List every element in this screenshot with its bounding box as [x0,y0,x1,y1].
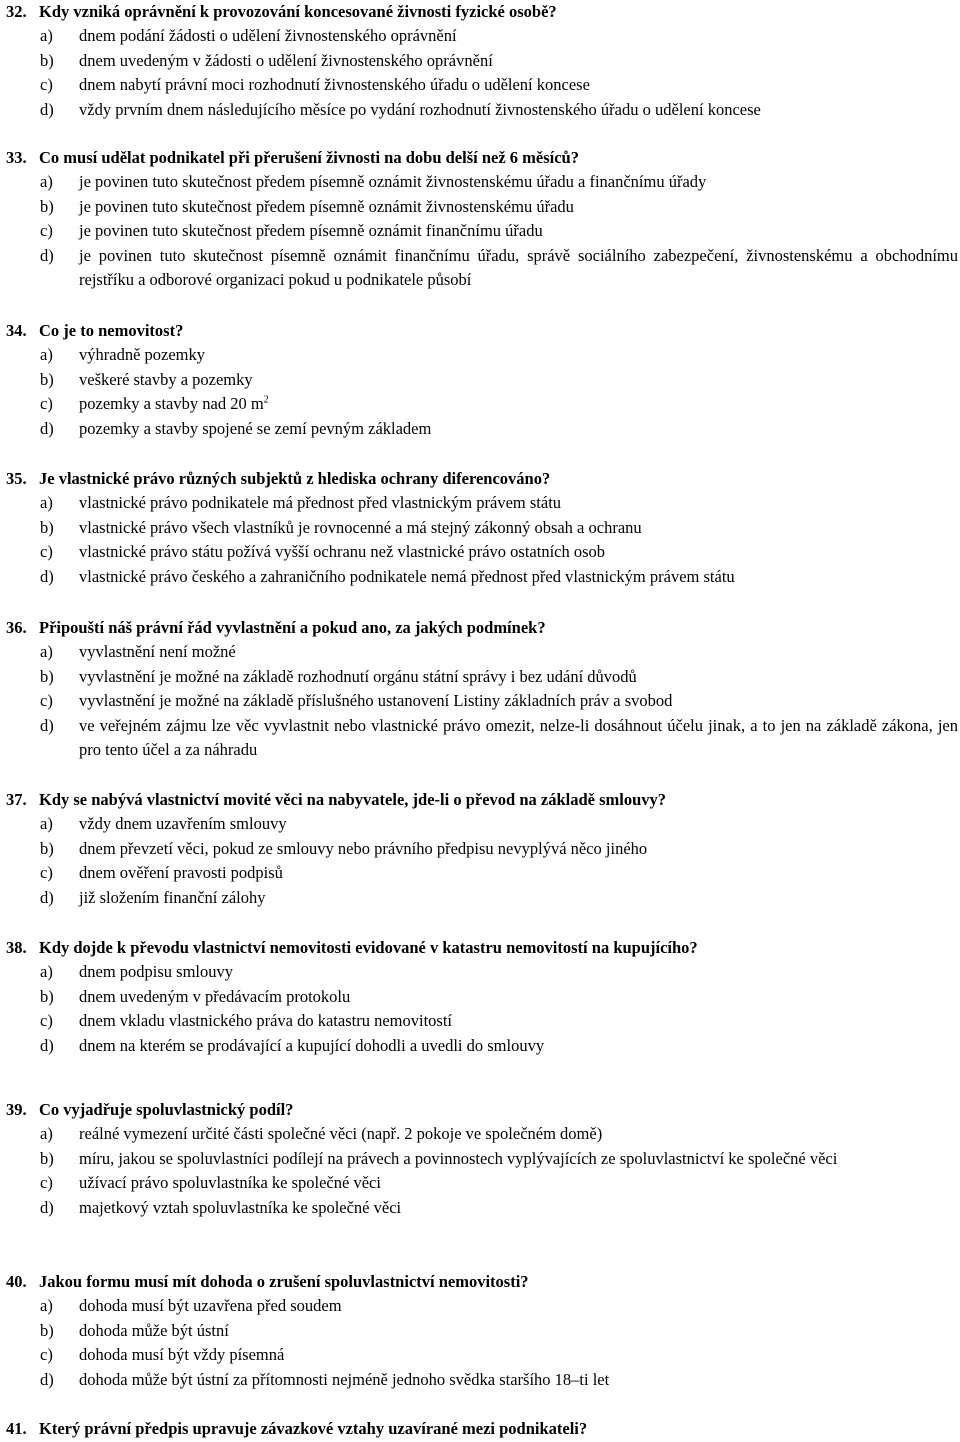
question-36 [6,616,960,763]
option-text: je povinen tuto skutečnost předem písemně oznámit živnostenskému úřadu a finančnímu úřady [79,172,707,191]
option-text: již složením finanční zálohy [79,887,266,907]
option-letter: b) [40,1320,54,1340]
answer-option [6,1171,960,1196]
question-title [6,1098,960,1122]
question-number: 40. [6,1272,27,1291]
question-title [6,319,960,343]
question-text: Kdy dojde k převodu vlastnictví nemovitosti evidované v katastru nemovitostí na kupujícího? [39,938,698,957]
option-letter: b) [40,666,54,686]
question-title [6,936,960,960]
question-39 [6,1098,960,1220]
option-letter: a) [40,172,53,191]
option-text: je povinen tuto skutečnost předem písemně oznámit finančnímu úřadu [79,221,543,241]
question-number: 36. [6,618,27,637]
option-letter: a) [40,642,53,661]
option-letter: c) [40,691,53,711]
option-letter: b) [40,1148,54,1168]
option-letter: d) [40,1369,54,1389]
option-text: vlastnické právo státu požívá vyšší ochranu než vlastnické právo ostatních osob [79,542,606,562]
answer-option [6,195,960,220]
option-text: dnem podání žádosti o udělení živnostenského oprávnění [79,26,457,45]
option-text: užívací právo spoluvlastníka ke společné věci [79,1173,381,1193]
question-34 [6,319,960,441]
option-letter: c) [40,394,53,414]
question-title [6,616,960,640]
question-33 [6,146,960,293]
option-letter: d) [40,566,54,586]
option-text: dnem převzetí věci, pokud ze smlouvy nebo právního předpisu nevyplývá něco jiného [79,838,648,858]
option-letter: b) [40,369,54,389]
option-text: veškeré stavby a pozemky [79,369,253,389]
answer-option [6,837,960,862]
answer-option [6,73,960,98]
option-text: dnem ověření pravosti podpisů [79,863,283,883]
question-38 [6,936,960,1058]
option-letter: a) [40,26,53,45]
question-number: 33. [6,148,27,167]
option-letter: a) [40,493,53,512]
option-text: dnem nabytí právní moci rozhodnutí živnostenského úřadu o udělení koncese [79,75,590,95]
question-number: 38. [6,938,27,957]
option-letter: b) [40,986,54,1006]
answer-option [6,343,960,368]
question-title [6,1417,960,1441]
answer-option [6,244,960,293]
answer-option [6,1122,960,1147]
answer-option [6,1034,960,1059]
answer-option [6,1368,960,1393]
option-text: je povinen tuto skutečnost předem písemně oznámit živnostenskému úřadu [79,196,574,216]
question-title [6,788,960,812]
answer-option [6,812,960,837]
answer-option [6,98,960,123]
answer-option [6,1196,960,1221]
option-letter: c) [40,75,53,95]
question-text: Jakou formu musí mít dohoda o zrušení spoluvlastnictví nemovitosti? [39,1272,529,1291]
answer-option [6,540,960,565]
answer-option [6,24,960,49]
question-title [6,0,960,24]
question-text: Kdy vzniká oprávnění k provozování koncesované živnosti fyzické osobě? [39,2,557,21]
option-text: dohoda musí být vždy písemná [79,1345,285,1365]
option-text: dnem uvedeným v předávacím protokolu [79,986,351,1006]
answer-option [6,219,960,244]
option-text: pozemky a stavby spojené se zemí pevným základem [79,418,432,438]
answer-option [6,1147,960,1172]
option-text: dnem uvedeným v žádosti o udělení živnostenského oprávnění [79,50,493,70]
answer-option [6,392,960,417]
question-number: 39. [6,1100,27,1119]
option-text: je povinen tuto skutečnost písemně oznámit finančnímu úřadu, správě sociálního zabezpečení, živnostenskému a obchodnímu rejstříku a odborové organizaci pokud u podnikatele působí [79,245,958,290]
answer-option [6,368,960,393]
option-text: vyvlastnění je možné na základě příslušného ustanovení Listiny základních práv a svobod [79,691,673,711]
answer-option [6,985,960,1010]
option-text: reálné vymezení určité části společné věci (např. 2 pokoje ve společném domě) [79,1124,603,1143]
question-text: Co vyjadřuje spoluvlastnický podíl? [39,1100,294,1119]
question-text: Co musí udělat podnikatel při přerušení živnosti na dobu delší než 6 měsíců? [39,148,579,167]
question-title [6,146,960,170]
option-text: vlastnické právo podnikatele má přednost před vlastnickým právem státu [79,493,562,512]
answer-option [6,1009,960,1034]
option-letter: d) [40,1197,54,1217]
option-text [79,392,958,417]
answer-option [6,49,960,74]
option-text: ve veřejném zájmu lze věc vyvlastnit nebo vlastnické právo omezit, nelze-li dosáhnout účelu jinak, a to jen na základě zákona, jen pro tento účel a za náhradu [79,715,958,760]
question-title [6,1270,960,1294]
question-number: 41. [6,1419,27,1438]
option-text-main: pozemky a stavby nad 20 m [79,394,264,414]
option-text: dnem vkladu vlastnického práva do katastru nemovitostí [79,1011,452,1031]
answer-option [6,1319,960,1344]
option-letter: d) [40,99,54,119]
option-text: vždy prvním dnem následujícího měsíce po vydání rozhodnutí živnostenského úřadu o udělení koncese [79,99,761,119]
answer-option [6,886,960,911]
option-letter: d) [40,715,54,735]
option-text: majetkový vztah spoluvlastníka ke společné věci [79,1197,402,1217]
question-text: Co je to nemovitost? [39,321,184,340]
question-number: 37. [6,790,27,809]
answer-option [6,565,960,590]
question-text: Kdy se nabývá vlastnictví movité věci na nabyvatele, jde-li o převod na základě smlouvy? [39,790,666,809]
option-text: dohoda může být ústní za přítomnosti nejméně jednoho svědka staršího 18–ti let [79,1369,610,1389]
option-text: dnem podpisu smlouvy [79,962,234,981]
superscript: 2 [263,394,269,406]
option-text: míru, jakou se spoluvlastníci podílejí na právech a povinnostech vyplývajících ze spoluvlastnictví ke společné věci [79,1148,838,1168]
option-letter: c) [40,1345,53,1365]
answer-option [6,170,960,195]
answer-option [6,516,960,541]
option-letter: b) [40,50,54,70]
option-text: vyvlastnění není možné [79,642,236,661]
question-text: Připouští náš právní řád vyvlastnění a pokud ano, za jakých podmínek? [39,618,546,637]
answer-option [6,1294,960,1319]
option-letter: a) [40,345,53,364]
question-number: 34. [6,321,27,340]
option-letter: a) [40,962,53,981]
answer-option [6,417,960,442]
answer-option [6,665,960,690]
question-41 [6,1417,960,1441]
option-text: dohoda musí být uzavřena před soudem [79,1296,342,1315]
option-text: výhradně pozemky [79,345,205,364]
option-letter: c) [40,1173,53,1193]
question-37 [6,788,960,910]
answer-option [6,861,960,886]
option-text: vlastnické právo českého a zahraničního podnikatele nemá přednost před vlastnickým právem státu [79,566,735,586]
option-text: vždy dnem uzavřením smlouvy [79,814,287,833]
question-number: 32. [6,2,27,21]
option-letter: d) [40,245,54,265]
option-letter: b) [40,838,54,858]
option-letter: d) [40,418,54,438]
option-text: vyvlastnění je možné na základě rozhodnutí orgánu státní správy i bez udání důvodů [79,666,637,686]
option-letter: d) [40,1035,54,1055]
option-letter: b) [40,517,54,537]
answer-option [6,960,960,985]
question-title [6,467,960,491]
question-32 [6,0,960,122]
option-letter: a) [40,1124,53,1143]
option-letter: c) [40,1011,53,1031]
option-text: dnem na kterém se prodávající a kupující dohodli a uvedli do smlouvy [79,1035,545,1055]
option-letter: c) [40,221,53,241]
question-text: Který právní předpis upravuje závazkové vztahy uzavírané mezi podnikateli? [39,1419,588,1438]
question-text: Je vlastnické právo různých subjektů z hlediska ochrany diferencováno? [39,469,551,488]
option-letter: c) [40,863,53,883]
answer-option [6,714,960,763]
answer-option [6,491,960,516]
question-40 [6,1270,960,1392]
answer-option [6,1343,960,1368]
answer-option [6,689,960,714]
answer-option [6,640,960,665]
option-text: vlastnické právo všech vlastníků je rovnocenné a má stejný zákonný obsah a ochranu [79,517,642,537]
option-text: dohoda může být ústní [79,1320,229,1340]
option-letter: b) [40,196,54,216]
option-letter: c) [40,542,53,562]
option-letter: d) [40,887,54,907]
option-letter: a) [40,814,53,833]
question-35 [6,467,960,589]
option-letter: a) [40,1296,53,1315]
question-number: 35. [6,469,27,488]
